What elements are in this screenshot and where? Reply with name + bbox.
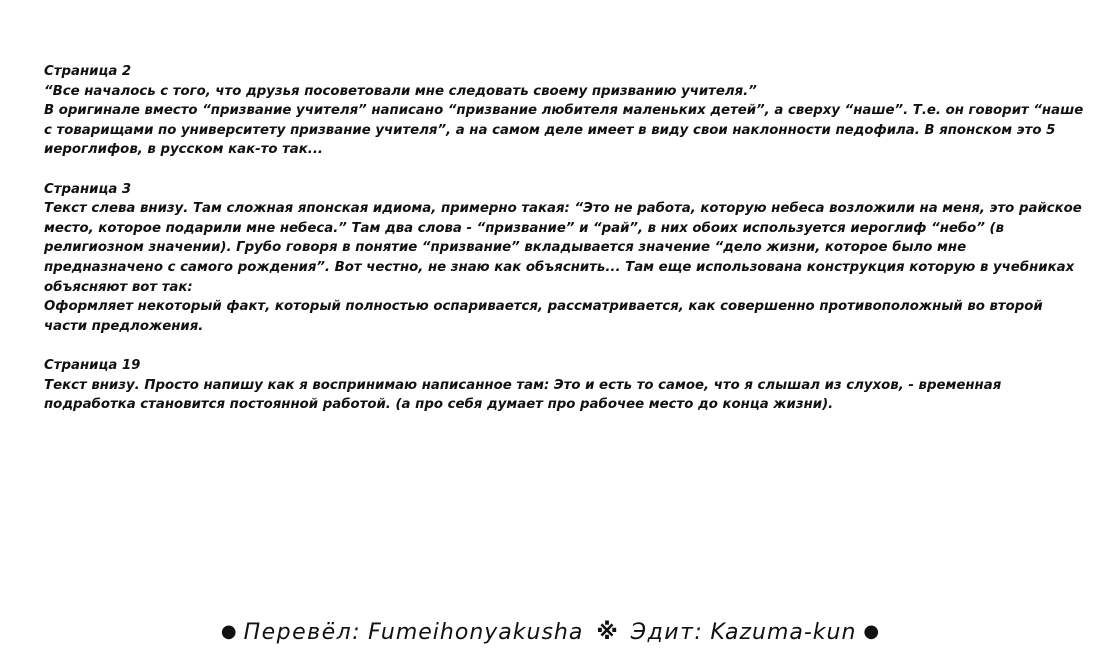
editor-label: Эдит: — [630, 620, 704, 645]
translator-name: Fumeihonyakusha — [368, 620, 584, 645]
bullet-icon: ● — [863, 621, 880, 642]
note-line: “Все началось с того, что друзья посоветовали мне следовать своему призванию учителя.” — [44, 83, 757, 99]
note-section-page-3 — [44, 180, 1084, 337]
section-title: Страница 19 — [44, 357, 141, 373]
note-line: Текст слева внизу. Там сложная японская идиома, примерно такая: “Это не работа, которую небеса возложили на меня, это райское место, которое подарили мне небеса.” Там два слова - “призвание” и “рай”, в них обоих используется иероглиф “небо” (в религиозном значении). Грубо говоря в понятие “призвание” вкладывается значение “дело жизни, которое было мне предназначено с самого рождения”. Вот честно, не знаю как объяснить... Там еще использована конструкция которую в учебниках объясняют вот так: — [44, 201, 1082, 295]
note-line: Оформляет некоторый факт, который полностью оспаривается, рассматривается, как совершенно противоположный во второй части предложения. — [44, 299, 1043, 334]
section-title: Страница 3 — [44, 181, 132, 197]
editor-name: Kazuma-kun — [710, 620, 857, 645]
section-title: Страница 2 — [44, 64, 132, 79]
translator-label: Перевёл: — [243, 620, 362, 645]
translator-notes — [44, 62, 1084, 434]
note-section-page-2 — [44, 62, 1084, 160]
bullet-icon: ● — [220, 621, 237, 642]
credits-line — [0, 617, 1100, 648]
reference-mark-icon: ※ — [596, 620, 618, 645]
note-line: В оригинале вместо “призвание учителя” написано “призвание любителя маленьких детей”, а сверху “наше”. Т.е. он говорит “наше с товарищами по университету призвание учителя”, а на самом деле имеет в виду свои наклонности педофила. В японском это 5 иероглифов, в русском как-то так... — [44, 103, 1084, 158]
note-section-page-19 — [44, 356, 1084, 415]
note-line: Текст внизу. Просто напишу как я воспринимаю написанное там: Это и есть то самое, что я слышал из слухов, - временная подработка становится постоянной работой. (а про себя думает про рабочее место до конца жизни). — [44, 377, 1002, 413]
